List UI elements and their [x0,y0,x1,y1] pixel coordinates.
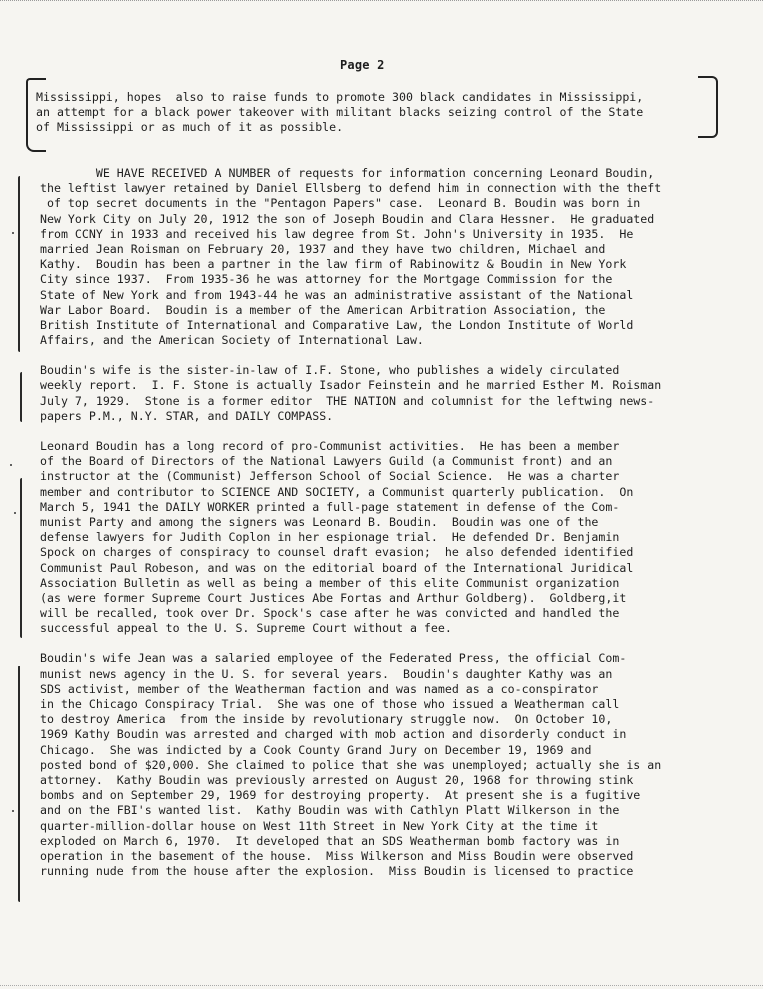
text-line: instructor at the (Communist) Jefferson School of Social Science. He was a charter [40,469,620,484]
text-line: July 7, 1929. Stone is a former editor THE NATION and columnist for the leftwing news- [40,393,655,408]
margin-speck [14,512,16,514]
text-line: an attempt for a black power takeover with militant blacks seizing control of the State [36,105,644,120]
text-line: Boudin's wife is the sister-in-law of I.F. Stone, who publishes a widely circulated [40,363,620,378]
paragraph-stone [40,363,730,424]
text-line: Boudin's wife Jean was a salaried employee of the Federated Press, the official Com- [40,651,627,666]
paragraph-activities [40,439,730,636]
text-line: married Jean Roisman on February 20, 1937 and they have two children, Michael and [40,241,606,256]
text-line: successful appeal to the U. S. Supreme Court without a fee. [40,621,452,636]
text-line: New York City on July 20, 1912 the son of Joseph Boudin and Clara Hessner. He graduated [40,211,655,226]
text-line: Association Bulletin as well as being a member of this elite Communist organization [40,575,620,590]
text-line: War Labor Board. Boudin is a member of the American Arbitration Association, the [40,302,606,317]
body-text [40,166,730,894]
text-line: papers P.M., N.Y. STAR, and DAILY COMPASS. [40,408,334,423]
text-line: munist news agency in the U. S. for several years. Boudin's daughter Kathy was an [40,666,613,681]
text-line: and on the FBI's wanted list. Kathy Boudin was with Cathlyn Platt Wilkerson in the [40,803,620,818]
text-line: running nude from the house after the explosion. Miss Boudin is licensed to practice [40,864,634,879]
text-line: posted bond of $20,000. She claimed to police that she was unemployed; actually she is an [40,757,662,772]
margin-speck [12,232,14,234]
text-line: of the Board of Directors of the National Lawyers Guild (a Communist front) and an [40,454,613,469]
margin-line-mark [20,372,22,422]
text-line: Spock on charges of conspiracy to counsel draft evasion; he also defended identified [40,545,634,560]
text-line: WE HAVE RECEIVED A NUMBER of requests for information concerning Leonard Boudin, [40,166,655,180]
margin-line-mark [20,478,22,638]
text-line: the leftist lawyer retained by Daniel Ellsberg to defend him in connection with the theft [40,181,662,196]
text-line: Chicago. She was indicted by a Cook County Grand Jury on December 19, 1969 and [40,742,592,757]
text-line: weekly report. I. F. Stone is actually Isador Feinstein and he married Esther M. Roisman [40,378,662,393]
paragraph-family [40,651,730,879]
text-line: to destroy America from the inside by revolutionary struggle now. On October 10, [40,712,613,727]
text-line: 1969 Kathy Boudin was arrested and charged with mob action and disorderly conduct in [40,727,627,742]
text-line: attorney. Kathy Boudin was previously arrested on August 20, 1968 for throwing stink [40,772,634,787]
text-line: exploded on March 6, 1970. It developed that an SDS Weatherman bomb factory was in [40,833,620,848]
text-line: of Mississippi or as much of it as possible. [36,120,344,135]
text-line: bombs and on September 29, 1969 for destroying property. At present she is a fugitive [40,788,641,803]
text-line: munist Party and among the signers was Leonard B. Boudin. Boudin was one of the [40,514,599,529]
text-line: will be recalled, took over Dr. Spock's case after he was convicted and handled the [40,606,620,621]
text-line: from CCNY in 1933 and received his law degree from St. John's University in 1935. He [40,226,634,241]
text-line: State of New York and from 1943-44 he was an administrative assistant of the National [40,287,634,302]
text-line: British Institute of International and Comparative Law, the London Institute of World [40,317,634,332]
text-line: (as were former Supreme Court Justices Abe Fortas and Arthur Goldberg). Goldberg,it [40,590,627,605]
margin-line-mark [18,176,20,352]
text-line: SDS activist, member of the Weatherman faction and was named as a co-conspirator [40,681,599,696]
text-line: City since 1937. From 1935-36 he was attorney for the Mortgage Commission for the [40,272,613,287]
text-line: Affairs, and the American Society of International Law. [40,333,424,348]
text-line: March 5, 1941 the DAILY WORKER printed a full-page statement in defense of the Com- [40,499,620,514]
text-line: quarter-million-dollar house on West 11th Street in New York City at the time it [40,818,599,833]
text-line: defense lawyers for Judith Coplon in her espionage trial. He defended Dr. Benjamin [40,530,620,545]
text-line: of top secret documents in the "Pentagon Papers" case. Leonard B. Boudin was born in [40,196,641,211]
page-number: Page 2 [340,58,385,72]
text-line: in the Chicago Conspiracy Trial. She was one of those who issued a Weatherman call [40,697,620,711]
text-line: Leonard Boudin has a long record of pro-Communist activities. He has been a member [40,439,620,453]
bottom-edge-dots [0,985,763,986]
top-edge-dots [0,0,763,7]
margin-speck [10,464,12,466]
margin-line-mark [18,666,20,902]
text-line: member and contributor to SCIENCE AND SOCIETY, a Communist quarterly publication. On [40,484,634,499]
paragraph-boudin-background [40,166,730,348]
margin-speck [12,810,14,812]
text-line: operation in the basement of the house. Miss Wilkerson and Miss Boudin were observed [40,848,634,863]
text-line: Communist Paul Robeson, and was on the editorial board of the International Juridical [40,560,634,575]
text-line: Kathy. Boudin has been a partner in the law firm of Rabinowitz & Boudin in New York [40,257,627,272]
continued-paragraph [36,90,716,136]
text-line: Mississippi, hopes also to raise funds to promote 300 black candidates in Mississippi, [36,90,644,104]
